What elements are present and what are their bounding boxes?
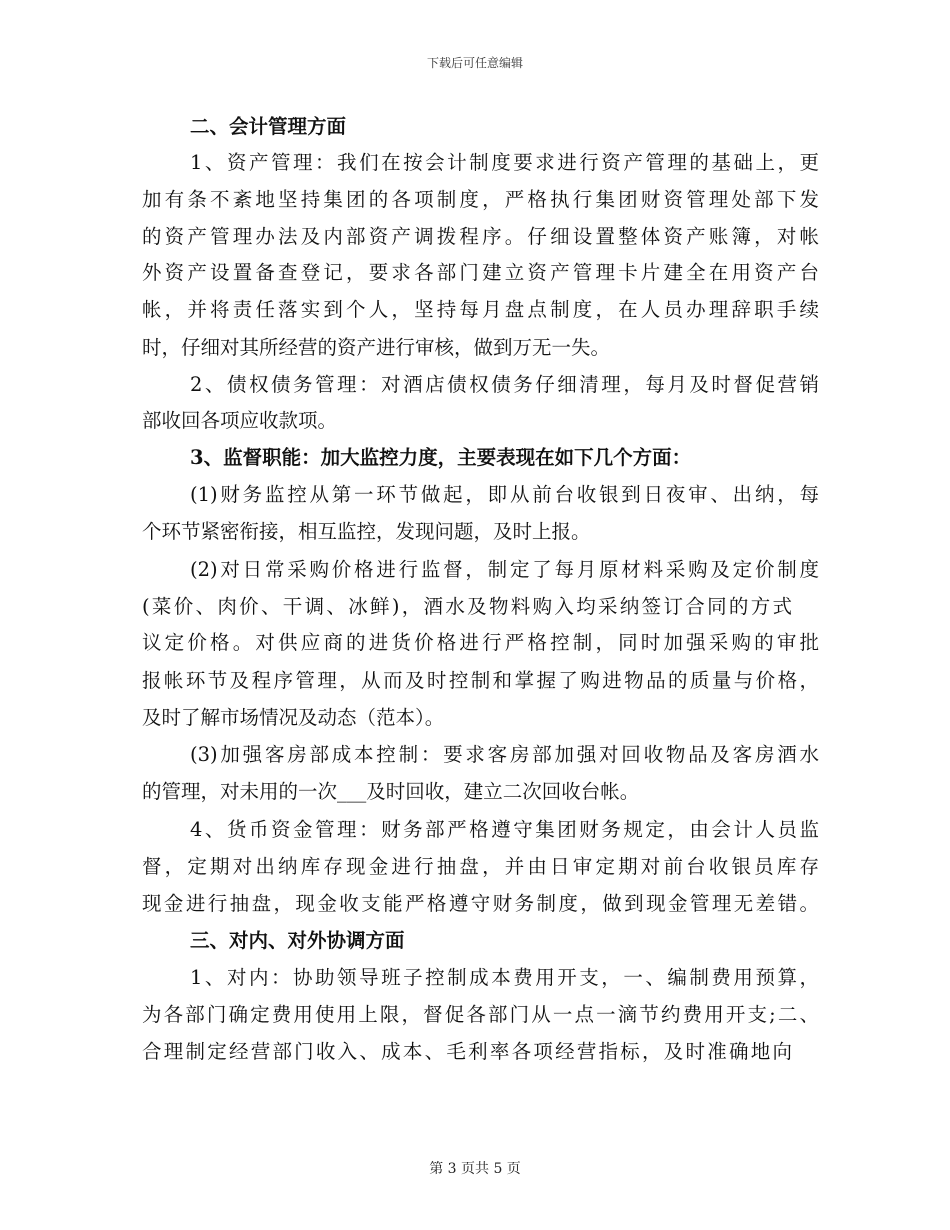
paragraph-line: 报帐环节及程序管理，从而及时控制和掌握了购进物品的质量与价格， [142, 669, 819, 692]
paragraph-line: 1、资产管理：我们在按会计制度要求进行资产管理的基础上，更 [190, 151, 819, 174]
paragraph-line: 及时了解市场情况及动态（范本）。 [142, 706, 445, 729]
paragraph-line: 加有条不紊地坚持集团的各项制度，严格执行集团财资管理处部下发 [142, 188, 819, 211]
paragraph-line: 4、货币资金管理：财务部严格遵守集团财务规定，由会计人员监 [190, 818, 819, 841]
page-footer: 第 3 页共 5 页 [429, 1161, 521, 1177]
paragraph-line: (2)对日常采购价格进行监督，制定了每月原材料采购及定价制度 [190, 558, 819, 581]
paragraph-line: 2、债权债务管理：对酒店债权债务仔细清理，每月及时督促营销 [190, 373, 819, 396]
page-header: 下载后可任意编辑 [426, 56, 523, 70]
paragraph-line: 1、对内：协助领导班子控制成本费用开支，一、编制费用预算， [190, 966, 819, 989]
paragraph-line: 时，仔细对其所经营的资产进行审核，做到万无一失。 [142, 336, 611, 359]
paragraph-line: (1)财务监控从第一环节做起，即从前台收银到日夜审、出纳，每 [190, 483, 819, 506]
paragraph-line: 议定价格。对供应商的进货价格进行严格控制，同时加强采购的审批 [142, 631, 819, 654]
paragraph-line: (菜价、肉价、干调、冰鲜)，酒水及物料购入均采纳签订合同的方式 [142, 595, 792, 618]
paragraph-line: 现金进行抽盘，现金收支能严格遵守财务制度，做到现金管理无差错。 [142, 892, 819, 915]
paragraph-line: 督，定期对出纳库存现金进行抽盘，并由日审定期对前台收银员库存 [142, 855, 819, 878]
paragraph-line: 为各部门确定费用使用上限，督促各部门从一点一滴节约费用开支;二、 [142, 1003, 819, 1026]
section-heading: 3、监督职能：加大监控力度，主要表现在如下几个方面： [190, 446, 692, 469]
paragraph-line: (3)加强客房部成本控制：要求客房部加强对回收物品及客房酒水 [190, 743, 819, 766]
section-heading: 三、对内、对外协调方面 [190, 929, 405, 952]
paragraph-line: 合理制定经营部门收入、成本、毛利率各项经营指标，及时准确地向 [142, 1040, 792, 1063]
paragraph-line: 的资产管理办法及内部资产调拨程序。仔细设置整体资产账簿，对帐 [142, 225, 819, 248]
paragraph-line: 个环节紧密衔接，相互监控，发现问题，及时上报。 [142, 520, 591, 543]
paragraph-line: 部收回各项应收款项。 [142, 409, 338, 432]
paragraph-line: 的管理，对未用的一次___及时回收，建立二次回收台帐。 [142, 780, 640, 803]
paragraph-line: 帐，并将责任落实到个人，坚持每月盘点制度，在人员办理辞职手续 [142, 298, 819, 321]
paragraph-line: 外资产设置备查登记，要求各部门建立资产管理卡片建全在用资产台 [142, 261, 819, 284]
section-heading: 二、会计管理方面 [190, 115, 347, 138]
